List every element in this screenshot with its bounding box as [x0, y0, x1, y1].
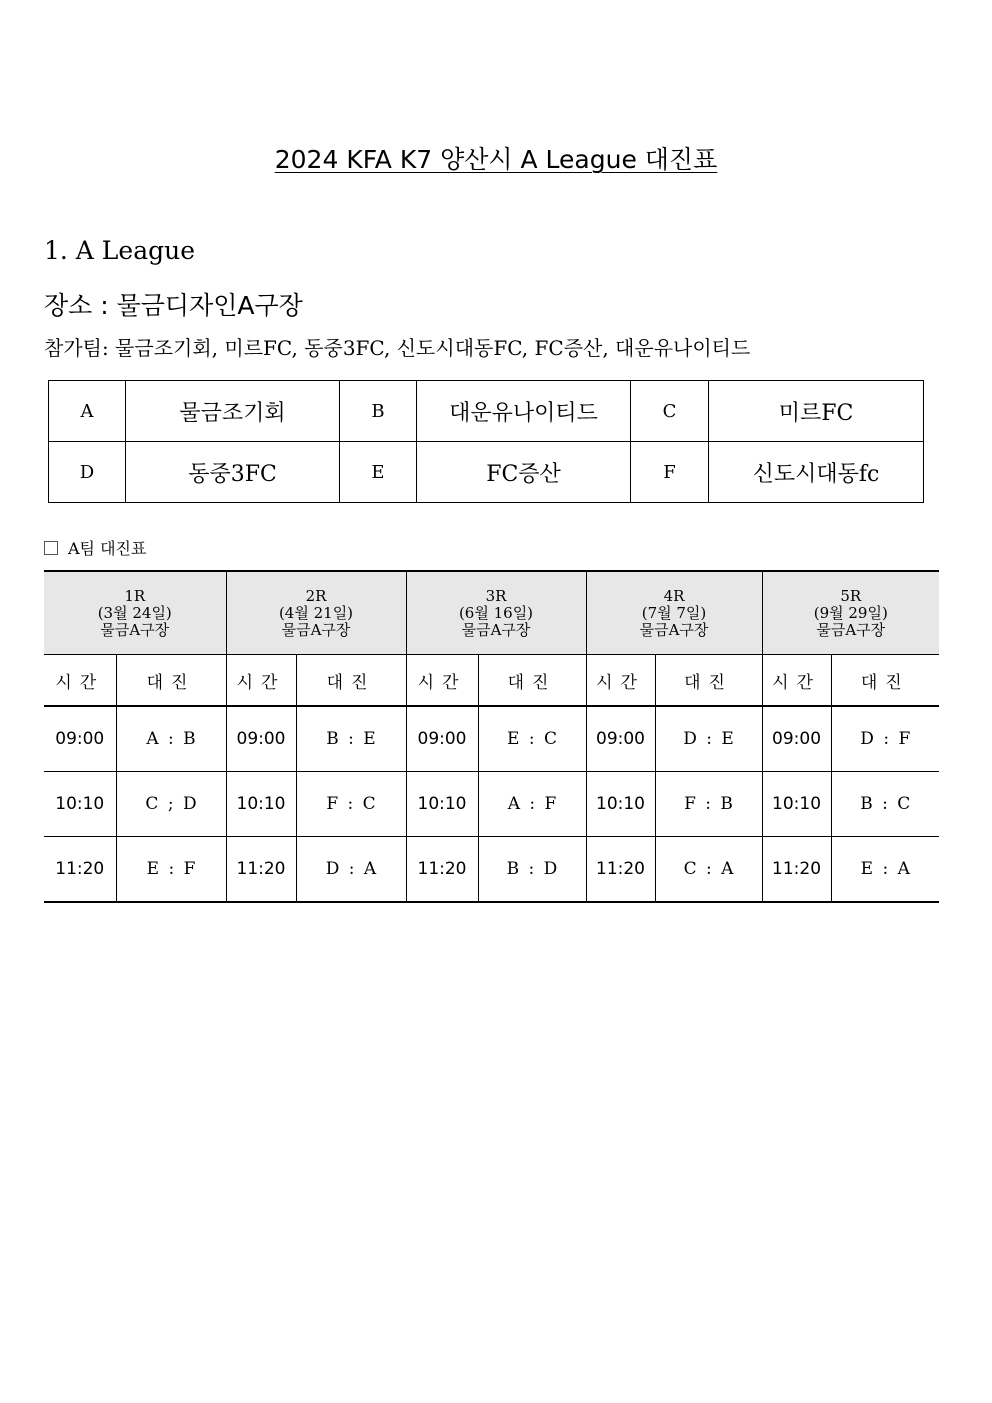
match-pairing: D : E [655, 706, 762, 772]
section-heading: 1. A League [44, 236, 196, 265]
match-pairing: A : F [478, 772, 586, 837]
schedule-heading [44, 536, 146, 559]
match-pairing: B : E [296, 706, 406, 772]
match-time: 11:20 [406, 837, 478, 903]
match-time: 11:20 [226, 837, 296, 903]
team-letter: C [631, 381, 709, 442]
team-letter: A [49, 381, 126, 442]
team-letter: B [340, 381, 417, 442]
match-time: 10:10 [586, 772, 655, 837]
team-row [49, 442, 924, 503]
match-time: 09:00 [226, 706, 296, 772]
participants-line: 참가팀: 물금조기회, 미르FC, 동중3FC, 신도시대동FC, FC증산, 대운유나이티드 [44, 336, 751, 360]
time-column-header: 시간 [586, 655, 655, 707]
match-pairing: E : F [116, 837, 226, 903]
match-column-header: 대진 [478, 655, 586, 707]
match-pairing: C : A [655, 837, 762, 903]
match-pairing: B : D [478, 837, 586, 903]
team-name: 미르FC [709, 381, 924, 442]
match-pairing: E : A [831, 837, 939, 903]
team-letter: D [49, 442, 126, 503]
round-header-cell [586, 571, 762, 655]
match-pairing: C ; D [116, 772, 226, 837]
match-time: 10:10 [762, 772, 831, 837]
checkbox-icon [44, 541, 58, 555]
match-time: 10:10 [226, 772, 296, 837]
team-letter: E [340, 442, 417, 503]
team-table [48, 380, 924, 503]
round-date: (4월 21일) [278, 603, 354, 622]
round-round: 3R [485, 586, 507, 605]
match-column-header: 대진 [831, 655, 939, 707]
round-round: 4R [663, 586, 685, 605]
round-venue: 물금A구장 [816, 620, 886, 639]
round-date: (7월 7일) [641, 603, 707, 622]
match-time: 10:10 [44, 772, 116, 837]
round-header-cell [44, 571, 226, 655]
round-header-row [44, 571, 939, 655]
team-name: 물금조기회 [126, 381, 340, 442]
schedule-heading-label: A팀 대진표 [68, 539, 147, 558]
team-row [49, 381, 924, 442]
team-letter: F [631, 442, 709, 503]
page-title: 2024 KFA K7 양산시 A League 대진표 [274, 145, 718, 174]
team-name: 대운유나이티드 [417, 381, 631, 442]
match-time: 09:00 [406, 706, 478, 772]
time-column-header: 시간 [44, 655, 116, 707]
round-header-cell [762, 571, 939, 655]
match-time: 09:00 [762, 706, 831, 772]
match-pairing: E : C [478, 706, 586, 772]
table-row [44, 706, 939, 772]
table-row [44, 837, 939, 903]
match-time: 10:10 [406, 772, 478, 837]
team-name: 동중3FC [126, 442, 340, 503]
round-date: (6월 16일) [458, 603, 534, 622]
team-name: FC증산 [417, 442, 631, 503]
match-pairing: B : C [831, 772, 939, 837]
round-date: (3월 24일) [97, 603, 172, 622]
column-header-row [44, 655, 939, 707]
table-row [44, 772, 939, 837]
match-time: 11:20 [586, 837, 655, 903]
match-column-header: 대진 [296, 655, 406, 707]
time-column-header: 시간 [762, 655, 831, 707]
match-pairing: D : F [831, 706, 939, 772]
round-date: (9월 29일) [813, 603, 888, 622]
match-time: 09:00 [44, 706, 116, 772]
match-column-header: 대진 [655, 655, 762, 707]
match-pairing: A : B [116, 706, 226, 772]
round-round: 5R [840, 586, 862, 605]
time-column-header: 시간 [226, 655, 296, 707]
schedule-table [44, 570, 939, 903]
round-round: 1R [124, 586, 146, 605]
match-pairing: D : A [296, 837, 406, 903]
round-round: 2R [305, 586, 327, 605]
round-header-cell [226, 571, 406, 655]
round-venue: 물금A구장 [281, 620, 351, 639]
venue-line: 장소 : 물금디자인A구장 [44, 291, 303, 320]
match-time: 11:20 [44, 837, 116, 903]
match-time: 11:20 [762, 837, 831, 903]
match-column-header: 대진 [116, 655, 226, 707]
match-pairing: F : C [296, 772, 406, 837]
team-name: 신도시대동fc [709, 442, 924, 503]
match-pairing: F : B [655, 772, 762, 837]
match-time: 09:00 [586, 706, 655, 772]
round-venue: 물금A구장 [461, 620, 531, 639]
round-venue: 물금A구장 [639, 620, 709, 639]
time-column-header: 시간 [406, 655, 478, 707]
round-header-cell [406, 571, 586, 655]
round-venue: 물금A구장 [100, 620, 170, 639]
